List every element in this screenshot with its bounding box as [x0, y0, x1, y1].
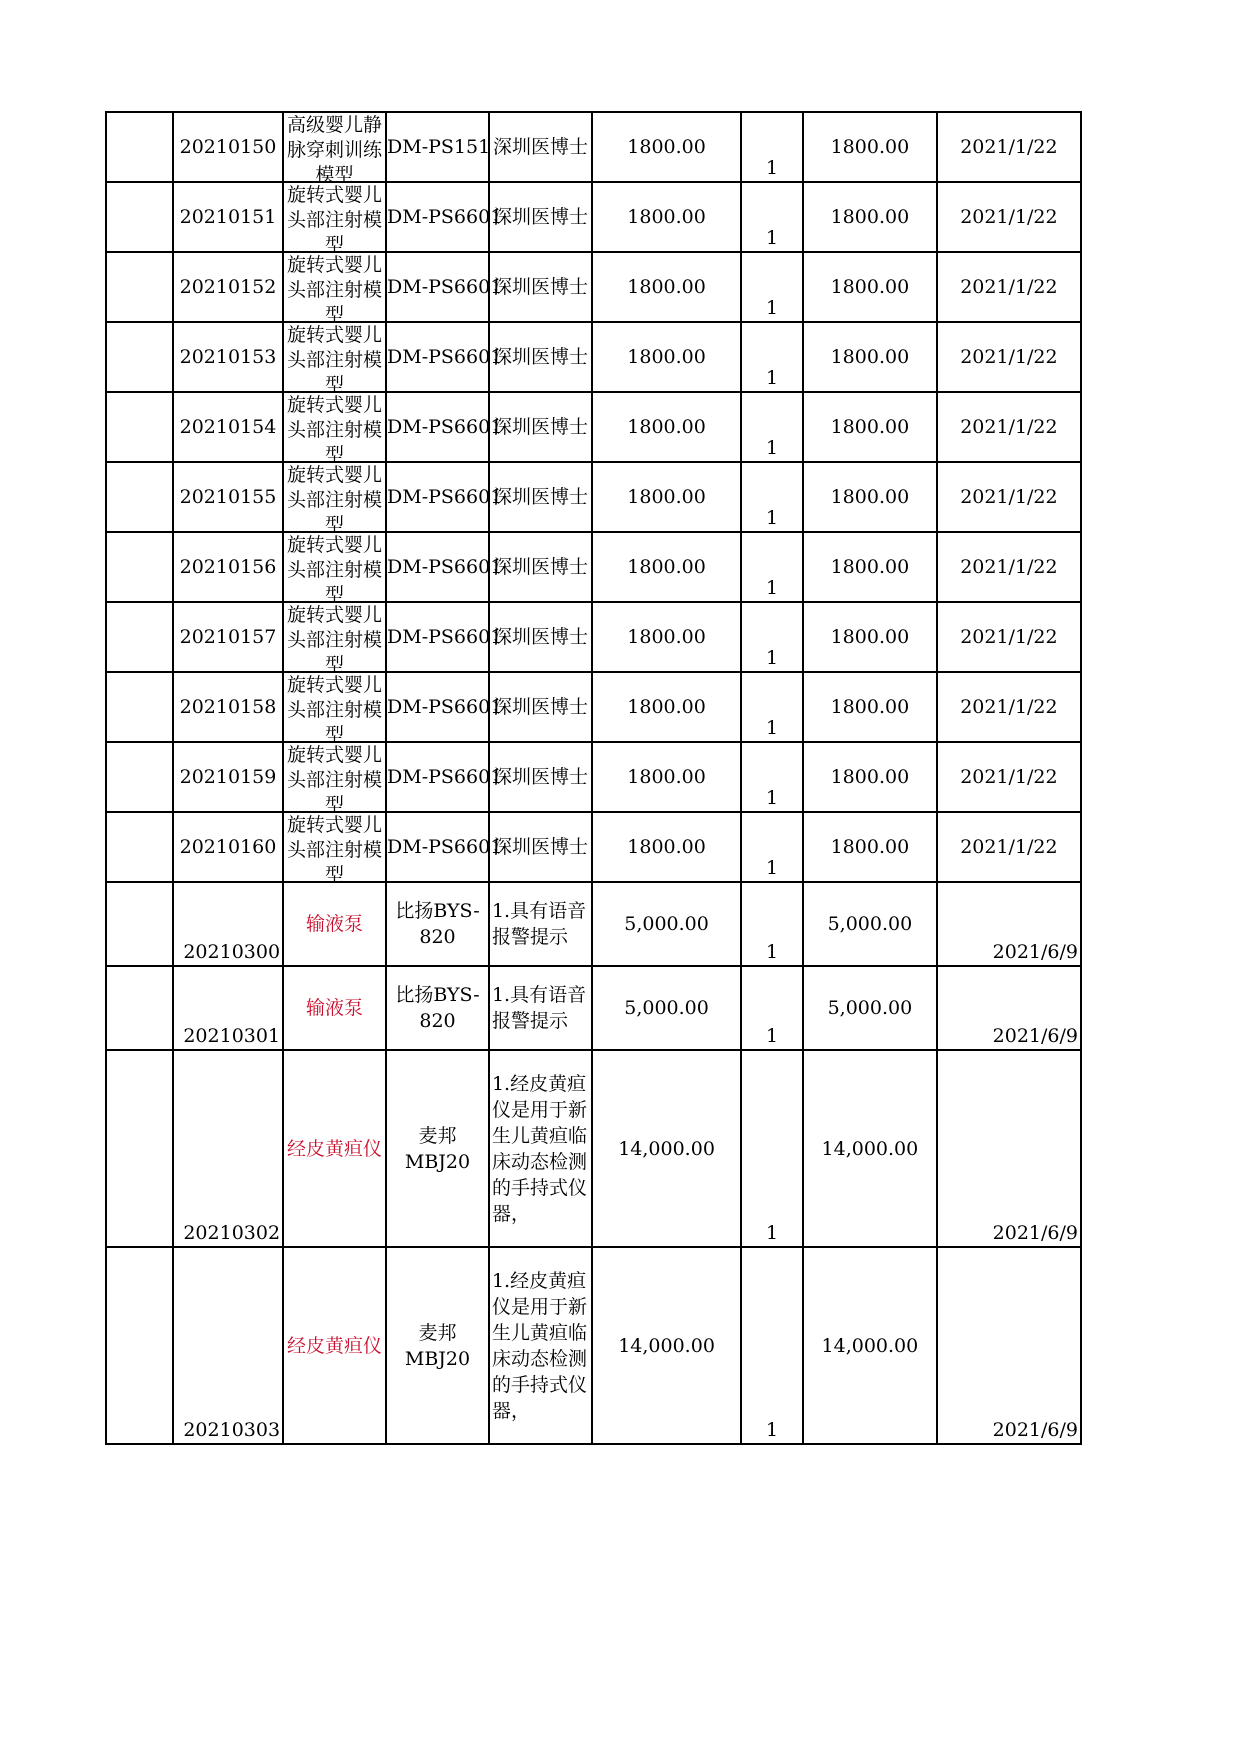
- name-cell: [283, 112, 386, 186]
- qty-cell: 1: [741, 532, 803, 602]
- qty-cell: 1: [741, 742, 803, 812]
- table-row: [106, 966, 1081, 1050]
- equipment-table: [105, 111, 1082, 1445]
- name-cell: 经皮黄疸仪: [283, 1050, 386, 1247]
- model-cell: DM-PS6601: [386, 602, 489, 672]
- qty-cell: 1: [741, 182, 803, 252]
- total-cell: 14,000.00: [803, 1247, 937, 1444]
- name-text: 旋转式婴儿头部注射模型: [287, 464, 383, 536]
- supplier-cell: 深圳医博士: [489, 392, 592, 462]
- table-row: [106, 252, 1081, 322]
- date-cell: 2021/1/22: [937, 812, 1081, 882]
- price-cell: 14,000.00: [592, 1050, 741, 1247]
- asset-id-cell: 20210301: [173, 966, 283, 1050]
- supplier-cell: 深圳医博士: [489, 252, 592, 322]
- asset-id-cell: 20210300: [173, 882, 283, 966]
- asset-id-cell: 20210155: [173, 462, 283, 532]
- date-cell: 2021/1/22: [937, 672, 1081, 742]
- price-cell: 5,000.00: [592, 882, 741, 966]
- asset-id-cell: 20210153: [173, 322, 283, 392]
- name-cell: [283, 532, 386, 606]
- name-cell: [283, 672, 386, 746]
- table-row: [106, 672, 1081, 742]
- total-cell: 5,000.00: [803, 882, 937, 966]
- date-cell: 2021/6/9: [937, 1247, 1081, 1444]
- model-cell: DM-PS6601: [386, 462, 489, 532]
- asset-id-cell: 20210302: [173, 1050, 283, 1247]
- blank-cell: [106, 966, 173, 1050]
- table-row: [106, 882, 1081, 966]
- price-cell: 14,000.00: [592, 1247, 741, 1444]
- name-cell: [283, 602, 386, 676]
- model-cell: DM-PS6601: [386, 812, 489, 882]
- model-cell: DM-PS6601: [386, 322, 489, 392]
- name-text: 旋转式婴儿头部注射模型: [287, 674, 383, 746]
- total-cell: 1800.00: [803, 182, 937, 252]
- spec-cell: 1.经皮黄疸仪是用于新生儿黄疸临床动态检测的手持式仪器，: [489, 1247, 592, 1444]
- total-cell: 1800.00: [803, 112, 937, 182]
- supplier-cell: 深圳医博士: [489, 462, 592, 532]
- model-cell: 比扬BYS-820: [386, 966, 489, 1050]
- blank-cell: [106, 812, 173, 882]
- price-cell: 1800.00: [592, 252, 741, 322]
- name-cell: 输液泵: [283, 882, 386, 966]
- spec-cell: 1.具有语音报警提示: [489, 882, 592, 966]
- supplier-cell: 深圳医博士: [489, 112, 592, 182]
- blank-cell: [106, 112, 173, 182]
- date-cell: 2021/1/22: [937, 392, 1081, 462]
- total-cell: 1800.00: [803, 532, 937, 602]
- blank-cell: [106, 602, 173, 672]
- date-cell: 2021/1/22: [937, 602, 1081, 672]
- name-text: 旋转式婴儿头部注射模型: [287, 744, 383, 816]
- price-cell: 1800.00: [592, 182, 741, 252]
- name-text: 旋转式婴儿头部注射模型: [287, 324, 383, 396]
- name-cell: [283, 812, 386, 886]
- date-cell: 2021/1/22: [937, 112, 1081, 182]
- name-cell: [283, 182, 386, 256]
- qty-cell: 1: [741, 322, 803, 392]
- name-cell: [283, 252, 386, 326]
- price-cell: 1800.00: [592, 812, 741, 882]
- asset-id-cell: 20210303: [173, 1247, 283, 1444]
- name-cell: 经皮黄疸仪: [283, 1247, 386, 1444]
- asset-id-cell: 20210154: [173, 392, 283, 462]
- total-cell: 1800.00: [803, 602, 937, 672]
- price-cell: 5,000.00: [592, 966, 741, 1050]
- supplier-cell: 深圳医博士: [489, 322, 592, 392]
- supplier-cell: 深圳医博士: [489, 812, 592, 882]
- table-row: [106, 602, 1081, 672]
- qty-cell: 1: [741, 602, 803, 672]
- asset-id-cell: 20210152: [173, 252, 283, 322]
- blank-cell: [106, 182, 173, 252]
- name-text: 旋转式婴儿头部注射模型: [287, 604, 383, 676]
- supplier-cell: 深圳医博士: [489, 182, 592, 252]
- price-cell: 1800.00: [592, 602, 741, 672]
- total-cell: 14,000.00: [803, 1050, 937, 1247]
- name-text: 旋转式婴儿头部注射模型: [287, 534, 383, 606]
- name-text: 旋转式婴儿头部注射模型: [287, 394, 383, 466]
- total-cell: 5,000.00: [803, 966, 937, 1050]
- blank-cell: [106, 1247, 173, 1444]
- qty-cell: 1: [741, 1050, 803, 1247]
- date-cell: 2021/1/22: [937, 252, 1081, 322]
- qty-cell: 1: [741, 672, 803, 742]
- asset-id-cell: 20210156: [173, 532, 283, 602]
- price-cell: 1800.00: [592, 532, 741, 602]
- asset-id-cell: 20210151: [173, 182, 283, 252]
- table-row: [106, 742, 1081, 812]
- price-cell: 1800.00: [592, 742, 741, 812]
- date-cell: 2021/6/9: [937, 966, 1081, 1050]
- date-cell: 2021/1/22: [937, 742, 1081, 812]
- model-cell: 麦邦MBJ20: [386, 1247, 489, 1444]
- supplier-cell: 深圳医博士: [489, 742, 592, 812]
- table-body: [106, 112, 1081, 1444]
- date-cell: 2021/1/22: [937, 322, 1081, 392]
- table-row: [106, 462, 1081, 532]
- table-row: [106, 1247, 1081, 1444]
- asset-id-cell: 20210160: [173, 812, 283, 882]
- name-cell: [283, 392, 386, 466]
- blank-cell: [106, 1050, 173, 1247]
- table-row: [106, 812, 1081, 882]
- model-cell: 麦邦MBJ20: [386, 1050, 489, 1247]
- price-cell: 1800.00: [592, 112, 741, 182]
- blank-cell: [106, 882, 173, 966]
- qty-cell: 1: [741, 1247, 803, 1444]
- blank-cell: [106, 322, 173, 392]
- table-row: [106, 182, 1081, 252]
- price-cell: 1800.00: [592, 392, 741, 462]
- name-cell: [283, 462, 386, 536]
- blank-cell: [106, 672, 173, 742]
- total-cell: 1800.00: [803, 742, 937, 812]
- model-cell: DM-PS151: [386, 112, 489, 182]
- model-cell: DM-PS6601: [386, 392, 489, 462]
- total-cell: 1800.00: [803, 462, 937, 532]
- total-cell: 1800.00: [803, 392, 937, 462]
- model-cell: DM-PS6601: [386, 532, 489, 602]
- price-cell: 1800.00: [592, 322, 741, 392]
- asset-id-cell: 20210150: [173, 112, 283, 182]
- supplier-cell: 深圳医博士: [489, 532, 592, 602]
- date-cell: 2021/1/22: [937, 532, 1081, 602]
- date-cell: 2021/1/22: [937, 462, 1081, 532]
- date-cell: 2021/6/9: [937, 882, 1081, 966]
- asset-id-cell: 20210157: [173, 602, 283, 672]
- qty-cell: 1: [741, 112, 803, 182]
- name-text: 高级婴儿静脉穿刺训练模型: [287, 114, 383, 186]
- date-cell: 2021/1/22: [937, 182, 1081, 252]
- table-row: [106, 392, 1081, 462]
- name-cell: [283, 322, 386, 396]
- blank-cell: [106, 462, 173, 532]
- total-cell: 1800.00: [803, 252, 937, 322]
- table-row: [106, 532, 1081, 602]
- name-text: 旋转式婴儿头部注射模型: [287, 814, 383, 886]
- price-cell: 1800.00: [592, 672, 741, 742]
- model-cell: DM-PS6601: [386, 672, 489, 742]
- blank-cell: [106, 252, 173, 322]
- total-cell: 1800.00: [803, 322, 937, 392]
- name-text: 旋转式婴儿头部注射模型: [287, 184, 383, 256]
- table-row: [106, 112, 1081, 182]
- model-cell: DM-PS6601: [386, 252, 489, 322]
- price-cell: 1800.00: [592, 462, 741, 532]
- blank-cell: [106, 532, 173, 602]
- model-cell: DM-PS6601: [386, 182, 489, 252]
- model-cell: DM-PS6601: [386, 742, 489, 812]
- total-cell: 1800.00: [803, 672, 937, 742]
- name-cell: 输液泵: [283, 966, 386, 1050]
- name-text: 旋转式婴儿头部注射模型: [287, 254, 383, 326]
- qty-cell: 1: [741, 966, 803, 1050]
- asset-id-cell: 20210158: [173, 672, 283, 742]
- qty-cell: 1: [741, 392, 803, 462]
- table-row: [106, 322, 1081, 392]
- qty-cell: 1: [741, 462, 803, 532]
- name-cell: [283, 742, 386, 816]
- blank-cell: [106, 392, 173, 462]
- qty-cell: 1: [741, 812, 803, 882]
- spec-cell: 1.具有语音报警提示: [489, 966, 592, 1050]
- blank-cell: [106, 742, 173, 812]
- date-cell: 2021/6/9: [937, 1050, 1081, 1247]
- supplier-cell: 深圳医博士: [489, 672, 592, 742]
- spec-cell: 1.经皮黄疸仪是用于新生儿黄疸临床动态检测的手持式仪器，: [489, 1050, 592, 1247]
- qty-cell: 1: [741, 882, 803, 966]
- total-cell: 1800.00: [803, 812, 937, 882]
- model-cell: 比扬BYS-820: [386, 882, 489, 966]
- qty-cell: 1: [741, 252, 803, 322]
- table-row: [106, 1050, 1081, 1247]
- asset-id-cell: 20210159: [173, 742, 283, 812]
- supplier-cell: 深圳医博士: [489, 602, 592, 672]
